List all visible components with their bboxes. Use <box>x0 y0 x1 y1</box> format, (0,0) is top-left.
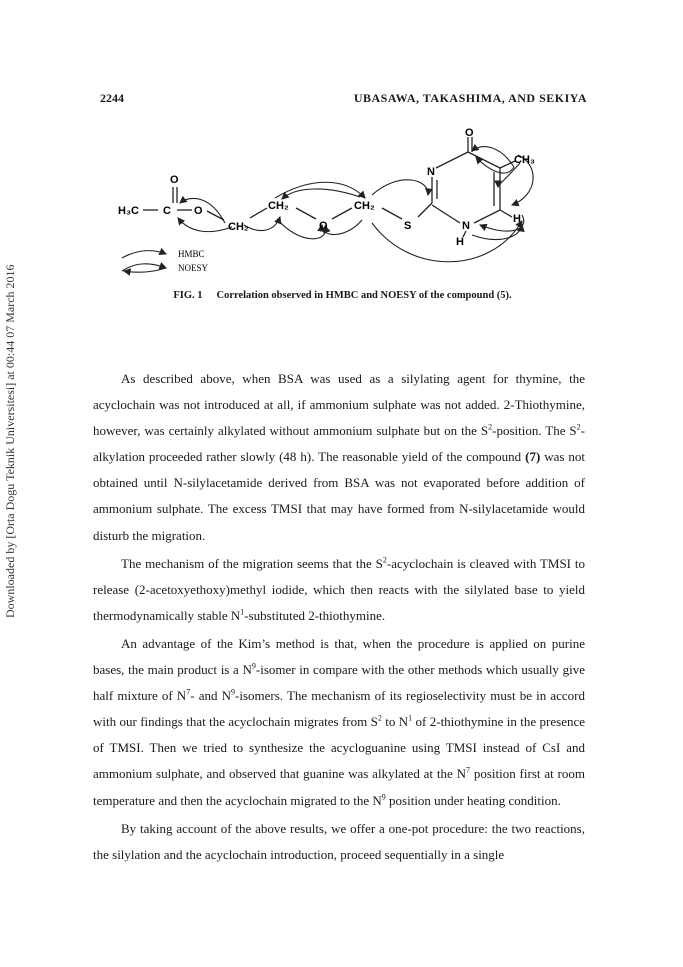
superscript: 2 <box>377 713 382 723</box>
atom-n-bottom: N <box>462 220 470 232</box>
legend-noesy-arrow-back <box>124 268 166 272</box>
atom-h-ring: H <box>513 213 521 225</box>
structure-diagram <box>110 125 580 280</box>
text-run: -acyclochain is cleaved with TMSI to release (2-acetoxyethoxy)methyl iodide, which then reacts with the silylated base to yield thermodynamically stable N <box>93 555 585 623</box>
paragraph-2 <box>93 551 585 629</box>
text-run: An advantage of the Kim’s method is that, when the procedure is applied on purine bases, the main product is a N <box>93 635 585 678</box>
bond-line <box>296 208 316 219</box>
text-run: -position. The S <box>492 423 577 439</box>
bond-line <box>250 208 267 218</box>
atom-h3c: H₃C <box>118 205 139 217</box>
atom-s: S <box>404 220 412 232</box>
superscript: 2 <box>488 422 493 432</box>
download-watermark: Downloaded by [Orta Dogu Teknik Universitesi] at 00:44 07 March 2016 <box>3 264 17 618</box>
figure-caption-text: Correlation observed in HMBC and NOESY of the compound (5). <box>216 290 512 301</box>
atom-o-ring: O <box>465 127 474 139</box>
superscript: 9 <box>231 687 236 697</box>
superscript: 7 <box>466 766 470 776</box>
hmbc-arrow <box>322 220 362 235</box>
atom-n-top: N <box>427 166 435 178</box>
atom-c: C <box>163 205 171 217</box>
text-run: -substituted 2-thiothymine. <box>244 607 386 623</box>
ring-bond <box>474 210 500 223</box>
hmbc-arrow <box>275 182 365 198</box>
figure-caption <box>100 290 585 301</box>
text-run: -alkylation proceeded rather slowly (48 h). The reasonable yield of the compound <box>93 423 585 465</box>
text-run: As described above, when BSA was used as a silylating agent for thymine, the acyclochain was not introduced at all, if ammonium sulphate was not added. 2-Thiothymine, however, was certainly alkylated without ammonium sulphate but on the S <box>93 371 585 439</box>
text-run: position under heating condition. <box>385 792 561 808</box>
atom-ch2-c: CH₂ <box>354 200 375 212</box>
atom-h-nh: H <box>456 236 464 248</box>
atom-ch2-b: CH₂ <box>268 200 289 212</box>
noesy-arrow <box>282 189 360 199</box>
noesy-arrow <box>244 217 280 231</box>
ring-bond <box>432 205 460 223</box>
hmbc-arrow <box>372 221 522 262</box>
atom-o-carbonyl: O <box>170 174 179 186</box>
hmbc-arrow <box>498 163 520 187</box>
legend-noesy-label: NOESY <box>178 263 209 273</box>
legend-hmbc-arrow <box>122 251 166 258</box>
bond-line <box>382 208 402 219</box>
bond-line <box>332 208 352 219</box>
superscript: 1 <box>408 713 413 723</box>
text-run: to N <box>381 714 409 730</box>
text-run: position first at room temperature and then the acyclochain migrated to the N <box>93 766 585 808</box>
superscript: 1 <box>240 607 245 617</box>
superscript: 9 <box>381 792 386 802</box>
bond-line <box>418 203 432 217</box>
text-run: -isomer in compare with the other methods which usually give half mixture of N <box>93 662 585 704</box>
superscript: 2 <box>382 555 387 565</box>
text-run: - and N <box>190 688 232 704</box>
atom-ch3: CH₃ <box>514 154 535 166</box>
page-number: 2244 <box>100 91 124 105</box>
superscript: 9 <box>251 661 256 671</box>
atom-ch2-a: CH₂ <box>228 221 249 233</box>
ring-bond <box>436 152 468 168</box>
bond-line <box>207 211 224 220</box>
text-run: -isomers. The mechanism of its regioselectivity must be in accord with our findings that the acyclochain migrates from S <box>93 688 585 730</box>
hmbc-arrow <box>372 180 428 195</box>
ring-bond <box>468 152 500 168</box>
ch-bond <box>500 210 512 217</box>
paragraph-1 <box>93 366 585 549</box>
text-run: was not obtained until N-silylacetamide derived from BSA was not evaporated before addition of ammonium sulphate. The excess TMSI that may have formed from N-silylacetamide would disturb the migration. <box>93 449 585 543</box>
text-run: of 2-thiothymine in the presence of TMSI. Then we tried to synthesize the acycloguanine using TMSI instead of CsI and ammonium sulphate, and observed that guanine was alkylated at the N <box>93 714 586 782</box>
text-run: By taking account of the above results, we offer a one-pot procedure: the two reactions, the silylation and the acyclochain introduction, proceed sequentially in a single <box>93 820 585 862</box>
atom-o-ester: O <box>194 205 203 217</box>
superscript: 7 <box>186 687 191 697</box>
compound-ref: (7) <box>525 449 541 465</box>
text-run: The mechanism of the migration seems that the S <box>121 555 383 571</box>
paragraph-3 <box>93 631 585 814</box>
running-head: UBASAWA, TAKASHIMA, AND SEKIYA <box>353 91 587 105</box>
paragraph-4 <box>93 816 585 868</box>
figure-label: FIG. 1 <box>173 290 203 301</box>
hmbc-noesy-figure <box>110 125 580 280</box>
superscript: 2 <box>576 422 581 432</box>
body-text <box>93 366 585 868</box>
legend-hmbc-label: HMBC <box>178 249 205 259</box>
atom-o-ether: O <box>319 220 328 232</box>
